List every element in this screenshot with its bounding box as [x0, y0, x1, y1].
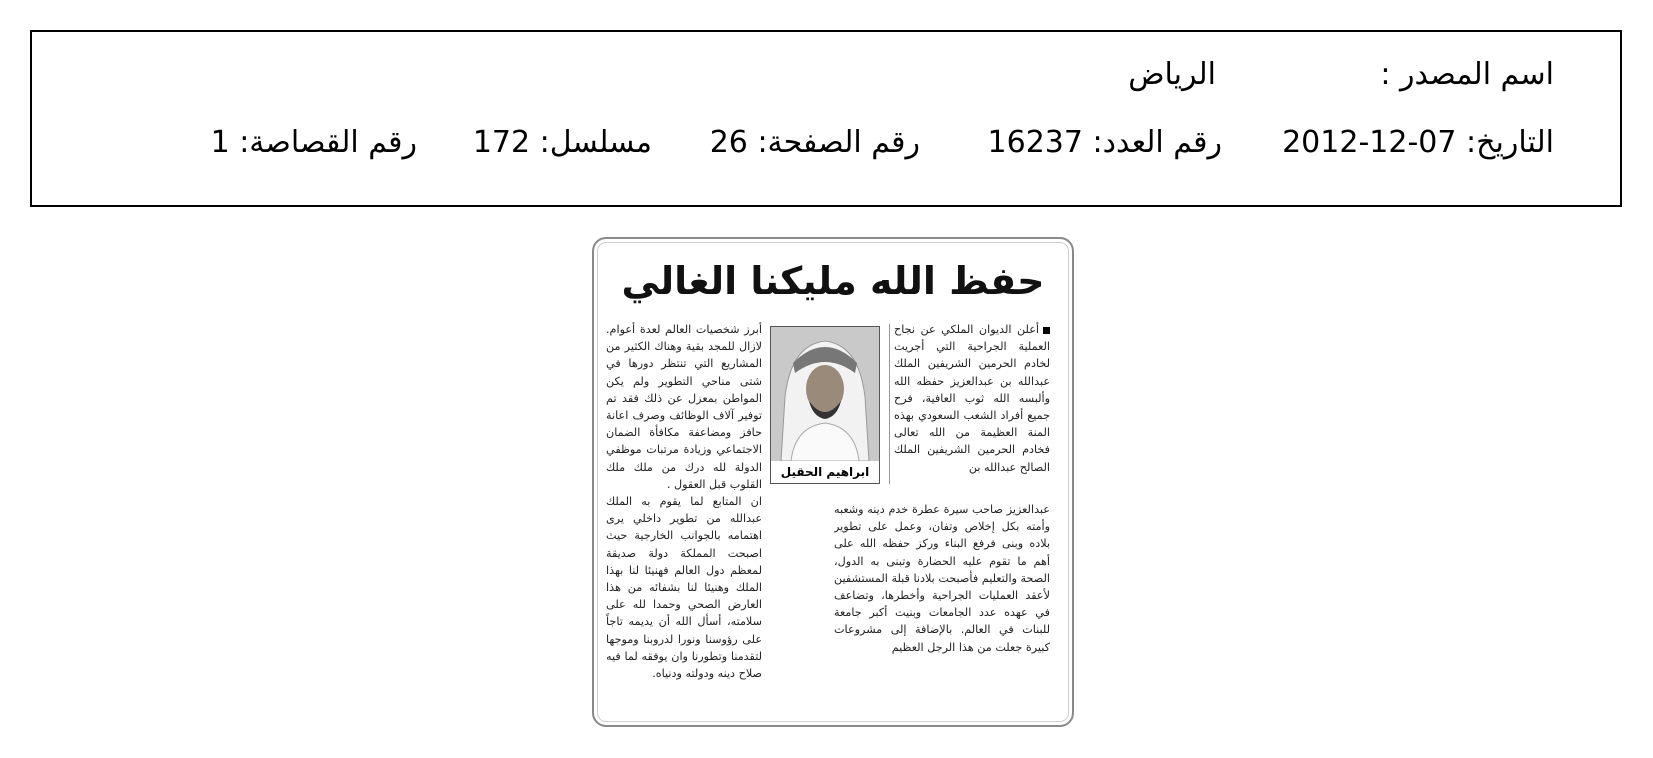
- author-portrait-icon: [771, 327, 879, 461]
- source-value: الرياض: [1128, 57, 1216, 92]
- issue-field: رقم العدد: 16237: [987, 125, 1222, 160]
- article-text-right-bottom: عبدالعزيز صاحب سيرة عطرة خدم دينه وشعبه وأمته بكل إخلاص وتفان، وعمل على تطوير بلاده وبنى فرفع البناء وركز حفظه الله على أهم ما تقوم عليه الحضارة وتبنى به الدول، الصحة والتعليم فأصبحت بلادنا قبلة المستشفين لأعقد العمليات الجراحية وأخطرها، وتضاعف في عهده عدد الجامعات وبنيت أكبر جامعة للبنات في العالم. بالإضافة إلى مشروعات كبيرة جعلت من هذا الرجل العظيم: [834, 503, 1050, 654]
- author-photo: [770, 326, 880, 462]
- article-column-right-top: [894, 321, 1050, 499]
- column-divider: [889, 324, 890, 484]
- serial-field: مسلسل: 172: [472, 125, 652, 160]
- page-field: رقم الصفحة: 26: [709, 125, 920, 160]
- date-field: التاريخ: 07-12-2012: [1282, 125, 1554, 160]
- article-text-left-p1: أبرز شخصيات العالم لعدة أعوام. لازال للمجد بقية وهناك الكثير من المشاريع التي تنتظر دورها في شتى مناحي التطوير ولم يكن المواطن بمعزل عن ذلك فقد تم توفير آلاف الوظائف وصرف اعانة حافز ومضاعفة مكافأة الضمان الاجتماعي وزيادة مرتبات موظفي الدولة لله درك من ملك ملك القلوب قبل العقول .: [606, 323, 762, 491]
- clip-field: رقم القصاصة: 1: [210, 125, 417, 160]
- article-column-left: [606, 321, 762, 713]
- article-headline: حفظ الله مليكنا الغالي: [621, 259, 1045, 303]
- metadata-box: [30, 30, 1622, 207]
- author-name: ابراهيم الحقيل: [770, 461, 880, 484]
- article-text-left-p2: ان المتابع لما يقوم به الملك عبدالله من تطوير داخلي يرى اهتمامه بالجوانب الخارجية حيث اصبحت المملكة دولة صديقة لمعظم دول العالم فهنيئا لنا بهذا الملك وهنيئا لنا بشفائه من هذا العارض الصحي وحمدا لله على سلامته، أسأل الله أن يديمه تاجاً على رؤوسنا ونورا لدروبنا وموجها لتقدمنا وتطورنا وان يوفقه لما فيه صلاح دينه ودولته ودنياه.: [606, 495, 762, 681]
- source-label: اسم المصدر :: [1380, 57, 1554, 92]
- article-column-right-bottom: [834, 501, 1050, 711]
- article-text-right-top: أعلن الديوان الملكي عن نجاح العملية الجراحية التي أجريت لخادم الحرمين الشريفين الملك عبدالله بن عبدالعزيز حفظه الله وألبسه الله ثوب العافية، فرح جميع أفراد الشعب السعودي بهذه المنة العظيمة من الله تعالى فخادم الحرمين الشريفين الملك الصالح عبدالله بن: [894, 323, 1050, 474]
- newspaper-clipping: [592, 237, 1074, 727]
- bullet-icon: [1043, 327, 1050, 334]
